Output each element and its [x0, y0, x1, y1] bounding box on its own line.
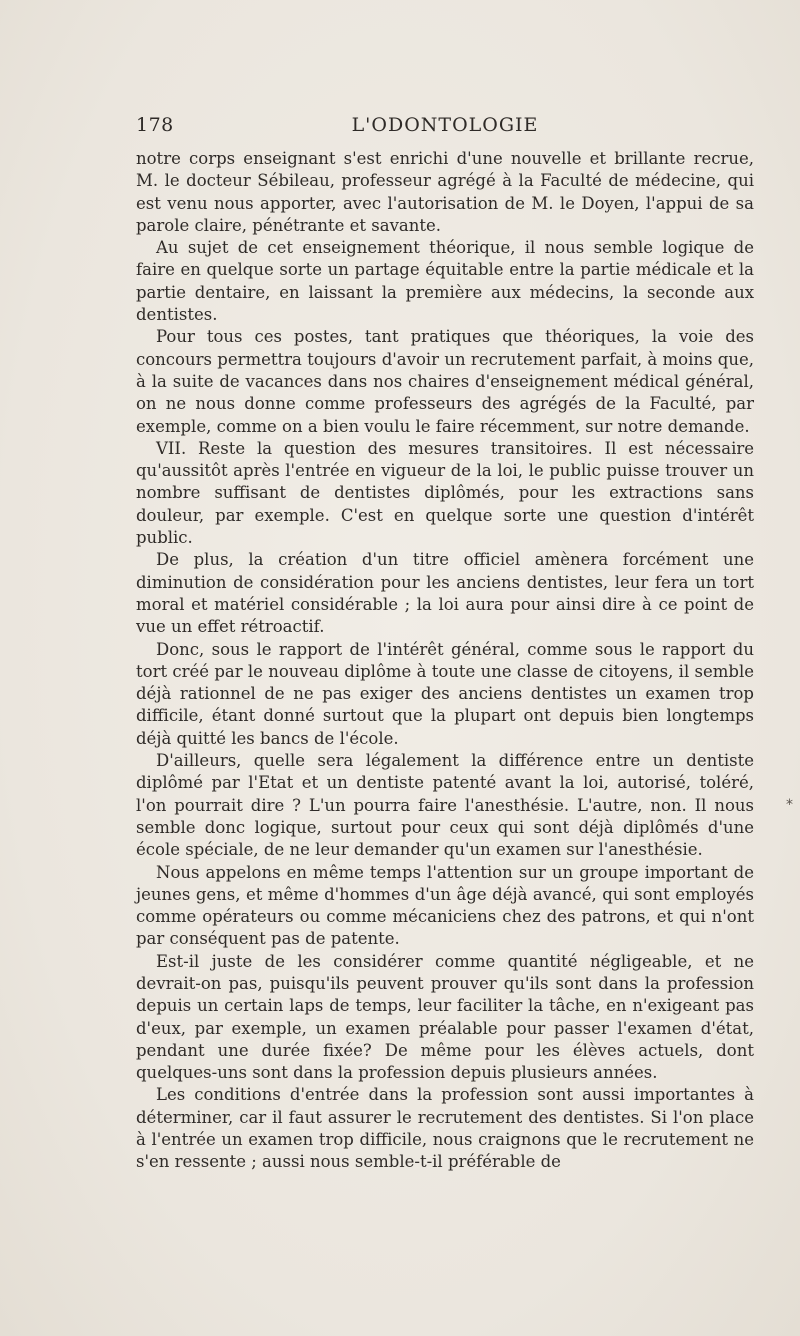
page-number: 178	[136, 114, 174, 136]
paragraph-8: Nous appelons en même temps l'attention sur un groupe important de jeunes gens, et même d'hommes d'un âge déjà avancé, qui sont employés comme opérateurs ou comme mécaniciens chez des patrons, et qui n'ont par conséquent pas de patente.	[136, 862, 754, 949]
paragraph-10: Les conditions d'entrée dans la profession sont aussi importantes à déterminer, car il faut assurer le recrutement des dentistes. Si l'on place à l'entrée un examen trop difficile, nous craignons que le recrutement ne s'en ressente ; aussi nous semble-t-il préférable de	[136, 1085, 754, 1172]
running-title: L'ODONTOLOGIE	[351, 114, 539, 136]
paragraph-2: Au sujet de cet enseignement théorique, il nous semble logique de faire en quelque sorte un partage équitable entre la partie médicale et la partie dentaire, en laissant la première aux médecins, la seconde aux dentistes.	[136, 238, 754, 325]
paragraph-4: VII. Reste la question des mesures transitoires. Il est nécessaire qu'aussitôt après l'entrée en vigueur de la loi, le public puisse trouver un nombre suffisant de dentistes diplômés, pour les extractions sans douleur, par exemple. C'est en quelque sorte une question d'intérêt public.	[136, 438, 754, 548]
paragraph-9: Est-il juste de les considérer comme quantité négligeable, et ne devrait-on pas, puisqu'ils peuvent prouver qu'ils sont dans la profession depuis un certain laps de temps, leur faciliter la tâche, en n'exigeant pas d'eux, par exemple, un examen préalable pour passer l'examen d'état, pendant une durée fixée? De même pour les élèves actuels, dont quelques-uns sont dans la profession depuis plusieurs années.	[136, 951, 754, 1083]
paragraph-1: notre corps enseignant s'est enrichi d'une nouvelle et brillante recrue, M. le docteur Sébileau, professeur agrégé à la Faculté de médecine, qui est venu nous apporter, avec l'autorisation de M. le Doyen, l'appui de sa parole claire, pénétrante et savante.	[136, 149, 754, 235]
paragraph-5: De plus, la création d'un titre officiel amènera forcément une diminution de considération pour les anciens dentistes, leur fera un tort moral et matériel considérable ; la loi aura pour ainsi dire à ce point de vue un effet rétroactif.	[136, 550, 754, 637]
paragraph-7: D'ailleurs, quelle sera légalement la différence entre un dentiste diplômé par l'Etat et un dentiste patenté avant la loi, autorisé, toléré, l'on pourrait dire ? L'un pourra faire l'anesthésie. L'autre, non. Il nous semble donc logique, surtout pour ceux qui sont déjà diplômés d'une école spéciale, de ne leur demander qu'un examen sur l'anesthésie.	[136, 751, 754, 860]
margin-mark: *	[786, 797, 793, 813]
body-text	[136, 148, 754, 1174]
paragraph-3: Pour tous ces postes, tant pratiques que théoriques, la voie des concours permettra toujours d'avoir un recrutement parfait, à moins que, à la suite de vacances dans nos chaires d'enseignement médical général, on ne nous donne comme professeurs des agrégés de la Faculté, par exemple, comme on a bien voulu le faire récemment, sur notre demande.	[136, 327, 754, 436]
page-header	[136, 114, 754, 142]
paragraph-6: Donc, sous le rapport de l'intérêt général, comme sous le rapport du tort créé par le nouveau diplôme à toute une classe de citoyens, il semble déjà rationnel de ne pas exiger des anciens dentistes un examen trop difficile, étant donné surtout que la plupart ont depuis bien longtemps déjà quitté les bancs de l'école.	[136, 639, 754, 748]
